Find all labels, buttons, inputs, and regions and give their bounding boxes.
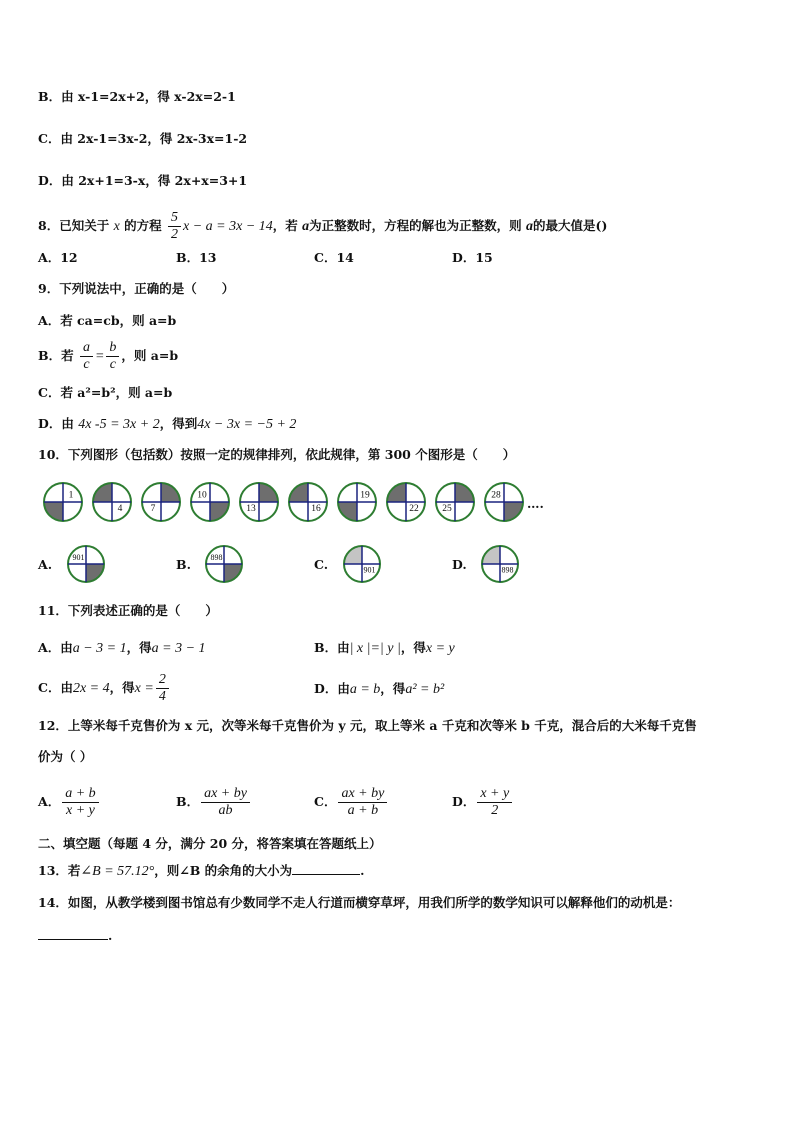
q13-answer-blank[interactable] bbox=[292, 862, 360, 875]
q14-answer-blank[interactable] bbox=[38, 927, 108, 940]
q8-option-a: A．12 bbox=[38, 250, 78, 265]
q12-stem-line2: 价为（ ） bbox=[38, 749, 93, 764]
sequence-figure-10 bbox=[483, 481, 525, 523]
q9-option-c: C．若 a²=b²，则 a=b bbox=[38, 385, 173, 400]
q10-option-label: D. bbox=[452, 557, 467, 572]
q11-option-d: D．由a = b，得a² = b² bbox=[314, 681, 445, 697]
q7-option-c: C．由 2x-1=3x-2，得 2x-3x=1-2 bbox=[38, 131, 248, 146]
q11-option-b: B．由| x |=| y |，得x = y bbox=[314, 640, 455, 656]
figure-number: 25 bbox=[442, 504, 452, 515]
q12-option-label: A． bbox=[38, 794, 61, 809]
sequence-figure-6 bbox=[287, 481, 329, 523]
sequence-figure-9 bbox=[434, 481, 476, 523]
figure-number: 10 bbox=[197, 490, 207, 501]
sequence-figure-4 bbox=[189, 481, 231, 523]
figure-number: 901 bbox=[363, 565, 376, 575]
q8-fraction: $\frac{5}{2}$ bbox=[168, 210, 181, 243]
q12-option-label: C． bbox=[314, 794, 337, 809]
section-fill-in-blank-heading: 二、填空题（每题 4 分，满分 20 分，将答案填在答题纸上） bbox=[38, 836, 382, 851]
figure-number: 19 bbox=[360, 490, 370, 501]
q8-option-b: B．13 bbox=[176, 250, 217, 265]
q14-stem: 14．如图，从教学楼到图书馆总有少数同学不走人行道而横穿草坪，用我们所学的数学知识可以解释他们的动机是： bbox=[38, 895, 681, 910]
q9-option-a: A．若 ca=cb，则 a=b bbox=[38, 313, 177, 328]
sequence-figure-8 bbox=[385, 481, 427, 523]
q12-option-fraction: $\frac{ax + by}{a + b}$ bbox=[338, 786, 387, 819]
q7-option-b: B．由 x-1=2x+2，得 x-2x=2-1 bbox=[38, 89, 236, 104]
figure-number: 901 bbox=[72, 552, 85, 562]
figure-number: 898 bbox=[501, 565, 514, 575]
q11-stem: 11．下列表述正确的是（ ） bbox=[38, 603, 218, 618]
figure-number: 28 bbox=[491, 490, 501, 501]
q12-option-label: D． bbox=[452, 794, 476, 809]
q9-option-d: D．由 4x -5 = 3x + 2，得到4x − 3x = −5 + 2 bbox=[38, 416, 297, 432]
q10-option-label: A. bbox=[38, 557, 53, 572]
figure-number: 16 bbox=[311, 504, 321, 515]
q10-option-figure bbox=[480, 544, 520, 584]
q12-option-fraction: $\frac{a + b}{x + y}$ bbox=[62, 786, 98, 819]
figure-number: 1 bbox=[68, 490, 74, 501]
q12-stem-line1: 12．上等米每千克售价为 x 元，次等米每千克售价为 y 元，取上等米 a 千克和次等米 b 千克，混合后的大米每千克售 bbox=[38, 718, 697, 733]
q12-option bbox=[452, 786, 514, 819]
q11-option-a: A．由a − 3 = 1，得a = 3 − 1 bbox=[38, 640, 206, 656]
q10-ellipsis: …. bbox=[527, 496, 544, 511]
sequence-figure-2 bbox=[91, 481, 133, 523]
q12-option bbox=[38, 786, 101, 819]
q11-option-c: C．由2x = 4，得x = $\frac{2}{4}$ bbox=[38, 672, 171, 705]
q10-option-figure bbox=[204, 544, 244, 584]
q14-answer-line: . bbox=[38, 927, 112, 945]
q12-option-label: B． bbox=[176, 794, 200, 809]
figure-number: 7 bbox=[150, 504, 156, 515]
q9-option-b: B．若 $\frac{a}{c}$ = $\frac{b}{c}$ ，则 a=b bbox=[38, 340, 179, 372]
sequence-figure-5 bbox=[238, 481, 280, 523]
q7-option-d: D．由 2x+1=3-x，得 2x+x=3+1 bbox=[38, 173, 248, 188]
q13-stem: 13．若∠B = 57.12°，则∠B 的余角的大小为 . bbox=[38, 863, 365, 879]
q8-stem: 8．已知关于 x 的方程 $\frac{5}{2}$ x − a = 3x − 14，若 a为正整数时，方程的解也为正整数，则 a的最大值是() bbox=[38, 210, 608, 242]
q8-option-c: C．14 bbox=[314, 250, 354, 265]
sequence-figure-1 bbox=[42, 481, 84, 523]
q12-option-fraction: $\frac{x + y}{2}$ bbox=[477, 786, 512, 819]
q10-option-label: B. bbox=[176, 557, 191, 572]
q8-option-d: D．15 bbox=[452, 250, 493, 265]
q9-stem: 9．下列说法中，正确的是（ ） bbox=[38, 281, 235, 296]
sequence-figure-7 bbox=[336, 481, 378, 523]
figure-number: 22 bbox=[409, 504, 419, 515]
figure-number: 898 bbox=[210, 552, 223, 562]
q12-option bbox=[314, 786, 389, 819]
q12-option bbox=[176, 786, 252, 819]
figure-number: 13 bbox=[246, 504, 256, 515]
q10-option-label: C. bbox=[314, 557, 329, 572]
q10-option-figure bbox=[66, 544, 106, 584]
q10-stem: 10．下列图形（包括数）按照一定的规律排列，依此规律，第 300 个图形是（ ） bbox=[38, 447, 516, 462]
figure-number: 4 bbox=[117, 504, 123, 515]
q12-option-fraction: $\frac{ax + by}{ab}$ bbox=[201, 786, 250, 819]
q10-option-figure bbox=[342, 544, 382, 584]
sequence-figure-3 bbox=[140, 481, 182, 523]
